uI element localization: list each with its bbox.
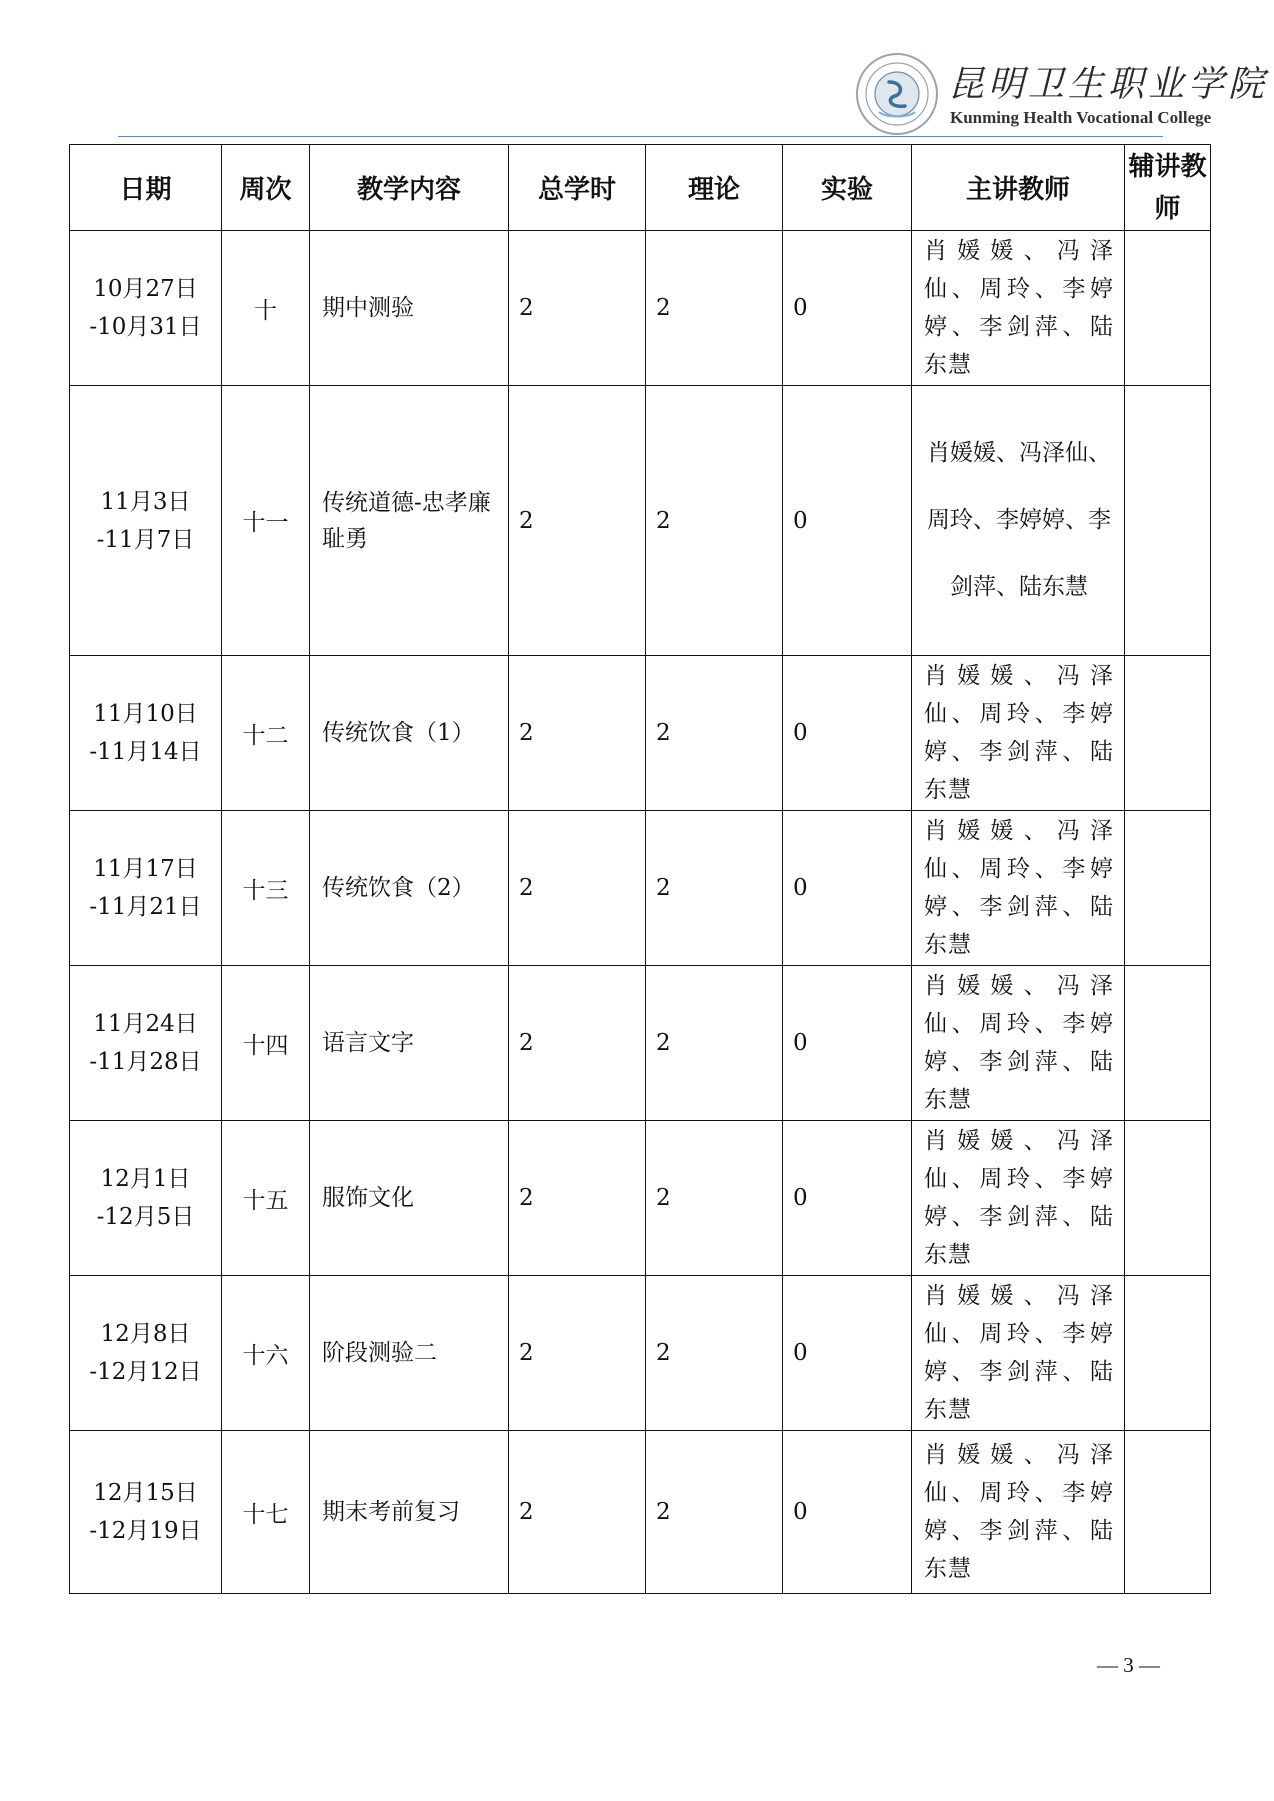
col-header-total-hours: 总学时: [509, 145, 646, 231]
college-name-en: Kunming Health Vocational College: [950, 108, 1212, 127]
week-cell: 十: [222, 231, 310, 386]
total-hours-cell: 2: [509, 1121, 646, 1276]
week-cell: 十四: [222, 966, 310, 1121]
content-cell: 服饰文化: [310, 1121, 509, 1276]
week-cell: 十七: [222, 1431, 310, 1594]
date-start: 11月24日: [93, 1011, 198, 1037]
page-number: — 3 —: [1097, 1653, 1160, 1677]
lead-teacher-cell: 肖媛媛、冯泽仙、周玲、李婷婷、李剑萍、陆东慧: [912, 656, 1125, 811]
date-end: -11月14日: [89, 739, 202, 765]
col-header-theory: 理论: [646, 145, 783, 231]
total-hours-cell: 2: [509, 231, 646, 386]
assist-teacher-cell: [1125, 1276, 1211, 1431]
theory-hours-cell: 2: [646, 1121, 783, 1276]
date-start: 12月1日: [100, 1166, 191, 1192]
theory-hours-cell: 2: [646, 1276, 783, 1431]
college-name-cn: 昆明卫生职业学院: [948, 64, 1269, 105]
date-start: 12月8日: [100, 1321, 191, 1347]
date-cell: [70, 811, 222, 966]
date-start: 12月15日: [93, 1480, 198, 1506]
table-row: [70, 1121, 1211, 1276]
assist-teacher-cell: [1125, 231, 1211, 386]
lab-hours-cell: 0: [783, 1431, 912, 1594]
assist-teacher-cell: [1125, 966, 1211, 1121]
col-header-week: 周次: [222, 145, 310, 231]
total-hours-cell: 2: [509, 811, 646, 966]
theory-hours-cell: 2: [646, 966, 783, 1121]
table-row: [70, 1276, 1211, 1431]
lead-teacher-cell: 肖媛媛、冯泽仙、周玲、李婷婷、李剑萍、陆东慧: [912, 1121, 1125, 1276]
table-header-row: [70, 145, 1211, 231]
col-header-assist-teacher: 辅讲教师: [1125, 145, 1211, 231]
table-row: [70, 811, 1211, 966]
lead-teacher-cell: 肖媛媛、冯泽仙、周玲、李婷婷、李剑萍、陆东慧: [912, 966, 1125, 1121]
college-seal-logo: [855, 52, 939, 136]
lead-teacher-cell: 肖媛媛、冯泽仙、周玲、李婷婷、李剑萍、陆东慧: [912, 231, 1125, 386]
date-end: -12月12日: [89, 1359, 202, 1385]
date-end: -11月28日: [89, 1049, 202, 1075]
date-end: -12月5日: [96, 1204, 195, 1230]
lead-teacher-cell: 肖媛媛、冯泽仙、周玲、李婷婷、李剑萍、陆东慧: [912, 1276, 1125, 1431]
content-cell: 期末考前复习: [310, 1431, 509, 1594]
theory-hours-cell: 2: [646, 811, 783, 966]
assist-teacher-cell: [1125, 811, 1211, 966]
content-cell: 传统饮食（1）: [310, 656, 509, 811]
total-hours-cell: 2: [509, 966, 646, 1121]
date-end: -12月19日: [89, 1518, 202, 1544]
date-end: -11月7日: [96, 526, 195, 553]
lab-hours-cell: 0: [783, 386, 912, 656]
lead-teacher-cell: 肖媛媛、冯泽仙、周玲、李婷婷、李剑萍、陆东慧: [912, 1431, 1125, 1594]
lead-teacher-cell: 肖媛媛、冯泽仙、周玲、李婷婷、李剑萍、陆东慧: [912, 811, 1125, 966]
total-hours-cell: 2: [509, 1276, 646, 1431]
date-start: 11月10日: [93, 701, 198, 727]
week-cell: 十五: [222, 1121, 310, 1276]
lab-hours-cell: 0: [783, 811, 912, 966]
theory-hours-cell: 2: [646, 1431, 783, 1594]
header-divider: [118, 136, 1163, 137]
content-cell: 传统饮食（2）: [310, 811, 509, 966]
date-end: -10月31日: [89, 314, 202, 340]
content-cell: 期中测验: [310, 231, 509, 386]
total-hours-cell: 2: [509, 1431, 646, 1594]
date-start: 11月17日: [93, 856, 198, 882]
date-cell: [70, 656, 222, 811]
page-header: [0, 0, 1274, 140]
assist-teacher-cell: [1125, 1121, 1211, 1276]
date-cell: [70, 1121, 222, 1276]
theory-hours-cell: 2: [646, 231, 783, 386]
total-hours-cell: 2: [509, 656, 646, 811]
content-cell: 传统道德-忠孝廉耻勇: [310, 386, 509, 656]
table-row: [70, 656, 1211, 811]
date-cell: [70, 1431, 222, 1594]
lead-teacher-cell: 肖媛媛、冯泽仙、周玲、李婷婷、李剑萍、陆东慧: [912, 386, 1125, 656]
assist-teacher-cell: [1125, 386, 1211, 656]
table-row: [70, 966, 1211, 1121]
lab-hours-cell: 0: [783, 656, 912, 811]
date-cell: [70, 966, 222, 1121]
total-hours-cell: 2: [509, 386, 646, 656]
week-cell: 十一: [222, 386, 310, 656]
col-header-content: 教学内容: [310, 145, 509, 231]
date-cell: [70, 1276, 222, 1431]
lab-hours-cell: 0: [783, 231, 912, 386]
date-end: -11月21日: [89, 894, 202, 920]
lab-hours-cell: 0: [783, 966, 912, 1121]
date-start: 10月27日: [93, 276, 198, 302]
theory-hours-cell: 2: [646, 386, 783, 656]
table-row: [70, 1431, 1211, 1594]
content-cell: 阶段测验二: [310, 1276, 509, 1431]
assist-teacher-cell: [1125, 1431, 1211, 1594]
teaching-schedule-table: [69, 144, 1211, 1594]
week-cell: 十二: [222, 656, 310, 811]
week-cell: 十六: [222, 1276, 310, 1431]
lab-hours-cell: 0: [783, 1276, 912, 1431]
lab-hours-cell: 0: [783, 1121, 912, 1276]
col-header-lab: 实验: [783, 145, 912, 231]
date-cell: [70, 386, 222, 656]
col-header-lead-teacher: 主讲教师: [912, 145, 1125, 231]
col-header-date: 日期: [70, 145, 222, 231]
table-row: [70, 386, 1211, 656]
date-start: 11月3日: [100, 488, 191, 515]
week-cell: 十三: [222, 811, 310, 966]
theory-hours-cell: 2: [646, 656, 783, 811]
table-row: [70, 231, 1211, 386]
assist-teacher-cell: [1125, 656, 1211, 811]
date-cell: [70, 231, 222, 386]
content-cell: 语言文字: [310, 966, 509, 1121]
